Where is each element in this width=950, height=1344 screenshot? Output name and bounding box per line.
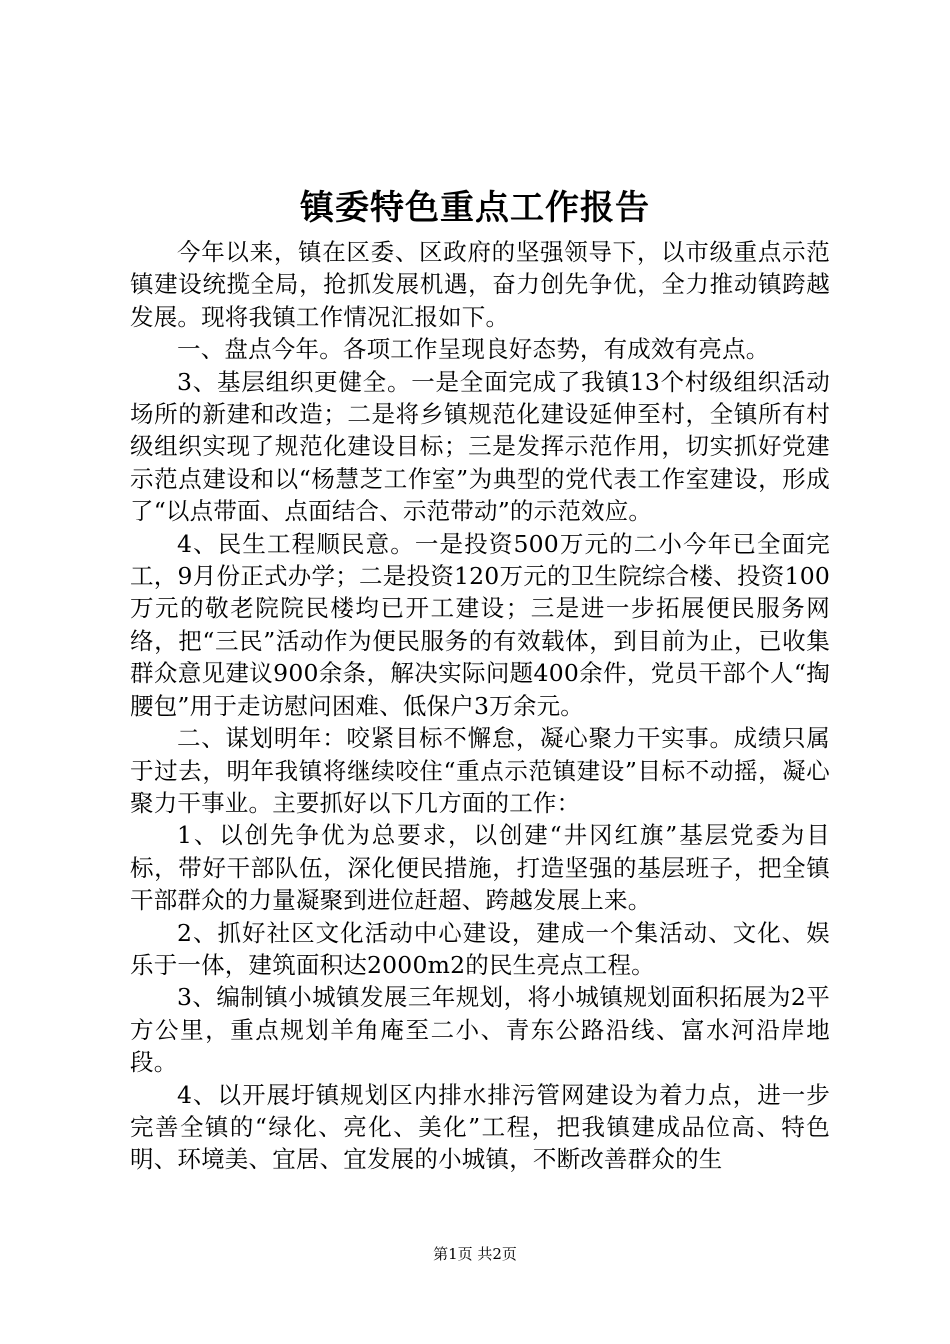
paragraph-section-2-heading: 二、谋划明年：咬紧目标不懈怠，凝心聚力干实事。成绩只属于过去，明年我镇将继续咬住“重点示范镇建设”目标不动摇，凝心聚力干事业。主要抓好以下几方面的工作： [130, 724, 830, 817]
paragraph-plan-item-3: 3、编制镇小城镇发展三年规划，将小城镇规划面积拓展为2平方公里，重点规划羊角庵至二小、青东公路沿线、富水河沿岸地段。 [130, 983, 830, 1077]
paragraph-section-1-heading: 一、盘点今年。各项工作呈现良好态势，有成效有亮点。 [177, 335, 770, 364]
page-title: 镇委特色重点工作报告 [300, 188, 650, 228]
paragraph-item-3-grassroots: 3、基层组织更健全。一是全面完成了我镇13个村级组织活动场所的新建和改造；二是将乡镇规范化建设延伸至村，全镇所有村级组织实现了规范化建设目标；三是发挥示范作用，切实抓好党建示范点建设和以“杨慧芝工作室”为典型的党代表工作室建设，形成了“以点带面、点面结合、示范带动”的示范效应。 [130, 367, 830, 526]
page-footer: 第1页 共2页 [433, 1245, 517, 1263]
paragraph-intro: 今年以来，镇在区委、区政府的坚强领导下，以市级重点示范镇建设统揽全局，抢抓发展机遇，奋力创先争优，全力推动镇跨越发展。现将我镇工作情况汇报如下。 [130, 238, 830, 331]
paragraph-plan-item-1: 1、以创先争优为总要求，以创建“井冈红旗”基层党委为目标，带好干部队伍，深化便民措施，打造坚强的基层班子，把全镇干部群众的力量凝聚到进位赶超、跨越发展上来。 [130, 821, 830, 915]
paragraph-plan-item-2: 2、抓好社区文化活动中心建设，建成一个集活动、文化、娱乐于一体，建筑面积达2000m2的民生亮点工程。 [130, 918, 830, 979]
paragraph-plan-item-4: 4、以开展圩镇规划区内排水排污管网建设为着力点，进一步完善全镇的“绿化、亮化、美化”工程，把我镇建成品位高、特色明、环境美、宜居、宜发展的小城镇，不断改善群众的生 [130, 1080, 830, 1174]
document-body [130, 236, 830, 1176]
paragraph-item-4-livelihood: 4、民生工程顺民意。一是投资500万元的二小今年已全面完工，9月份正式办学；二是投资120万元的卫生院综合楼、投资100万元的敬老院院民楼均已开工建设；三是进一步拓展便民服务网络，把“三民”活动作为便民服务的有效载体，到目前为止，已收集群众意见建议900余条，解决实际问题400余件，党员干部个人“掏腰包”用于走访慰问困难、低保户3万余元。 [130, 529, 830, 720]
